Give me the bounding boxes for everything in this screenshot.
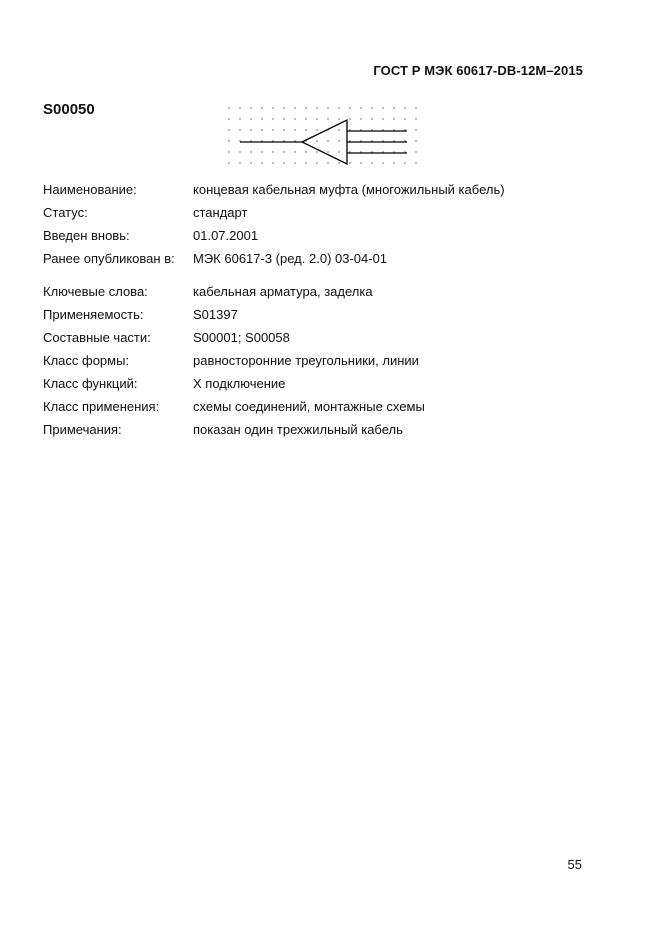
grid-dot [404, 118, 405, 119]
grid-dot [294, 129, 295, 130]
grid-dot [316, 129, 317, 130]
field-value: кабельная арматура, заделка [193, 284, 373, 299]
grid-dots [228, 107, 416, 163]
grid-dot [305, 151, 306, 152]
grid-dot [349, 107, 350, 108]
page-number: 55 [567, 857, 582, 872]
grid-dot [338, 129, 339, 130]
grid-dot [360, 107, 361, 108]
grid-dot [338, 118, 339, 119]
grid-dot [393, 107, 394, 108]
grid-dot [327, 118, 328, 119]
grid-dot [228, 151, 229, 152]
grid-dot [261, 151, 262, 152]
grid-dot [316, 140, 317, 141]
grid-dot [371, 118, 372, 119]
grid-dot [393, 118, 394, 119]
grid-dot [382, 162, 383, 163]
field-label: Введен вновь: [43, 228, 130, 243]
grid-dot [360, 118, 361, 119]
field-value: концевая кабельная муфта (многожильный кабель) [193, 182, 505, 197]
grid-dot [338, 107, 339, 108]
grid-dot [272, 151, 273, 152]
grid-dot [250, 107, 251, 108]
grid-dot [305, 107, 306, 108]
grid-dot [239, 129, 240, 130]
grid-dot [239, 151, 240, 152]
field-label: Статус: [43, 205, 88, 220]
grid-dot [415, 129, 416, 130]
grid-dot [261, 129, 262, 130]
grid-dot [294, 162, 295, 163]
grid-dot [327, 140, 328, 141]
field-value: равносторонние треугольники, линии [193, 353, 419, 368]
grid-dot [316, 162, 317, 163]
grid-dot [415, 140, 416, 141]
grid-dot [415, 151, 416, 152]
grid-dot [415, 118, 416, 119]
sealing-end-triangle [302, 120, 347, 164]
field-label: Класс формы: [43, 353, 130, 368]
grid-dot [349, 162, 350, 163]
field-label: Составные части: [43, 330, 151, 345]
grid-dot [371, 162, 372, 163]
grid-dot [228, 118, 229, 119]
grid-dot [261, 107, 262, 108]
field-label: Класс функций: [43, 376, 138, 391]
field-value: S01397 [193, 307, 238, 322]
grid-dot [371, 107, 372, 108]
grid-dot [316, 118, 317, 119]
grid-dot [272, 162, 273, 163]
grid-dot [239, 118, 240, 119]
grid-dot [294, 118, 295, 119]
grid-dot [305, 129, 306, 130]
grid-dot [327, 151, 328, 152]
grid-dot [349, 118, 350, 119]
grid-dot [239, 162, 240, 163]
field-value: S00001; S00058 [193, 330, 290, 345]
grid-dot [250, 162, 251, 163]
grid-dot [272, 118, 273, 119]
grid-dot [228, 129, 229, 130]
grid-dot [239, 107, 240, 108]
grid-dot [327, 107, 328, 108]
grid-dot [404, 162, 405, 163]
grid-dot [338, 151, 339, 152]
symbol-id: S00050 [43, 101, 95, 118]
grid-dot [360, 162, 361, 163]
grid-dot [415, 107, 416, 108]
field-value: МЭК 60617-3 (ред. 2.0) 03-04-01 [193, 251, 388, 266]
field-label: Класс применения: [43, 399, 160, 414]
grid-dot [294, 151, 295, 152]
grid-dot [228, 107, 229, 108]
cable-sealing-end-symbol [222, 100, 422, 172]
grid-dot [283, 107, 284, 108]
field-label: Ранее опубликован в: [43, 251, 175, 266]
grid-dot [316, 107, 317, 108]
field-label: Ключевые слова: [43, 284, 148, 299]
grid-dot [250, 151, 251, 152]
grid-dot [283, 151, 284, 152]
field-value: схемы соединений, монтажные схемы [193, 399, 425, 414]
grid-dot [382, 107, 383, 108]
field-value: показан один трехжильный кабель [193, 422, 403, 437]
grid-dot [228, 140, 229, 141]
grid-dot [283, 162, 284, 163]
grid-dot [305, 162, 306, 163]
document-title: ГОСТ Р МЭК 60617-DB-12M–2015 [373, 63, 583, 78]
field-label: Примечания: [43, 422, 122, 437]
field-value: 01.07.2001 [193, 228, 259, 243]
grid-dot [283, 129, 284, 130]
grid-dot [338, 162, 339, 163]
field-label: Наименование: [43, 182, 137, 197]
grid-dot [404, 107, 405, 108]
grid-dot [294, 107, 295, 108]
field-value: стандарт [193, 205, 248, 220]
grid-dot [272, 129, 273, 130]
grid-dot [305, 118, 306, 119]
field-value: X подключение [193, 376, 286, 391]
grid-dot [338, 140, 339, 141]
grid-dot [261, 162, 262, 163]
grid-dot [316, 151, 317, 152]
grid-dot [393, 162, 394, 163]
grid-dot [228, 162, 229, 163]
grid-dot [250, 129, 251, 130]
grid-dot [261, 118, 262, 119]
grid-dot [327, 162, 328, 163]
grid-dot [250, 118, 251, 119]
field-label: Применяемость: [43, 307, 144, 322]
grid-dot [283, 118, 284, 119]
grid-dot [415, 162, 416, 163]
grid-dot [382, 118, 383, 119]
grid-dot [272, 107, 273, 108]
